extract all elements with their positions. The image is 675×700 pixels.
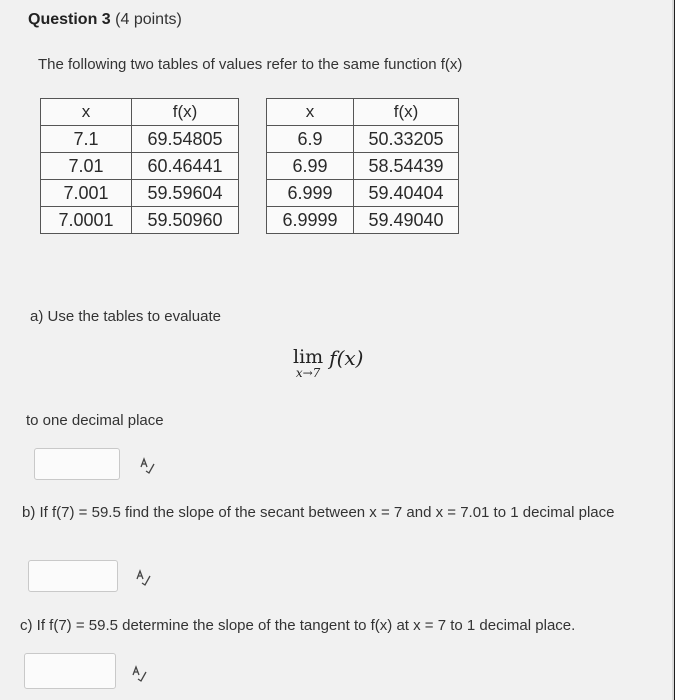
table-cell-fx: 58.54439 [354, 153, 459, 180]
table-cell-fx: 69.54805 [132, 126, 239, 153]
question-intro: The following two tables of values refer to the same function f(x) [38, 56, 463, 73]
table-cell-x: 6.99 [267, 153, 354, 180]
values-table-right [266, 98, 459, 234]
limit-subscript: x→7 [295, 366, 321, 380]
limit-function: f(x) [329, 346, 364, 370]
table-row [267, 153, 459, 180]
table-cell-fx: 59.50960 [132, 207, 239, 234]
table-cell-x: 7.01 [41, 153, 132, 180]
answer-input-a[interactable] [34, 448, 120, 480]
table-row [41, 153, 239, 180]
part-b-prompt: b) If f(7) = 59.5 find the slope of the secant between x = 7 and x = 7.01 to 1 decimal place [22, 504, 615, 521]
table-row [267, 207, 459, 234]
spellcheck-icon[interactable] [130, 664, 148, 682]
spellcheck-icon[interactable] [138, 456, 156, 474]
part-c-prompt: c) If f(7) = 59.5 determine the slope of the tangent to f(x) at x = 7 to 1 decimal place. [20, 617, 576, 634]
table-cell-fx: 60.46441 [132, 153, 239, 180]
table-row [41, 126, 239, 153]
values-table-left [40, 98, 239, 234]
table-cell-x: 7.0001 [41, 207, 132, 234]
table-cell-x: 6.999 [267, 180, 354, 207]
limit-expression [293, 346, 363, 381]
spellcheck-icon[interactable] [134, 568, 152, 586]
part-a-suffix: to one decimal place [26, 412, 164, 429]
table-cell-x: 6.9 [267, 126, 354, 153]
table-header-row [267, 99, 459, 126]
answer-input-b[interactable] [28, 560, 118, 592]
table-cell-fx: 50.33205 [354, 126, 459, 153]
table-row [41, 207, 239, 234]
table-cell-fx: 59.49040 [354, 207, 459, 234]
table-header-row [41, 99, 239, 126]
limit-operator [293, 346, 323, 380]
question-points: (4 points) [115, 11, 182, 28]
table-header-x: x [41, 99, 132, 126]
table-row [41, 180, 239, 207]
table-row [267, 180, 459, 207]
table-row [267, 126, 459, 153]
table-header-x: x [267, 99, 354, 126]
table-header-fx: f(x) [132, 99, 239, 126]
table-cell-fx: 59.59604 [132, 180, 239, 207]
part-a-prompt: a) Use the tables to evaluate [30, 308, 221, 325]
question-title [28, 11, 182, 29]
table-cell-x: 7.1 [41, 126, 132, 153]
table-cell-x: 6.9999 [267, 207, 354, 234]
table-cell-fx: 59.40404 [354, 180, 459, 207]
table-header-fx: f(x) [354, 99, 459, 126]
question-number: Question 3 [28, 11, 111, 28]
limit-op-text: lim [293, 346, 324, 368]
answer-input-c[interactable] [24, 653, 116, 689]
table-cell-x: 7.001 [41, 180, 132, 207]
